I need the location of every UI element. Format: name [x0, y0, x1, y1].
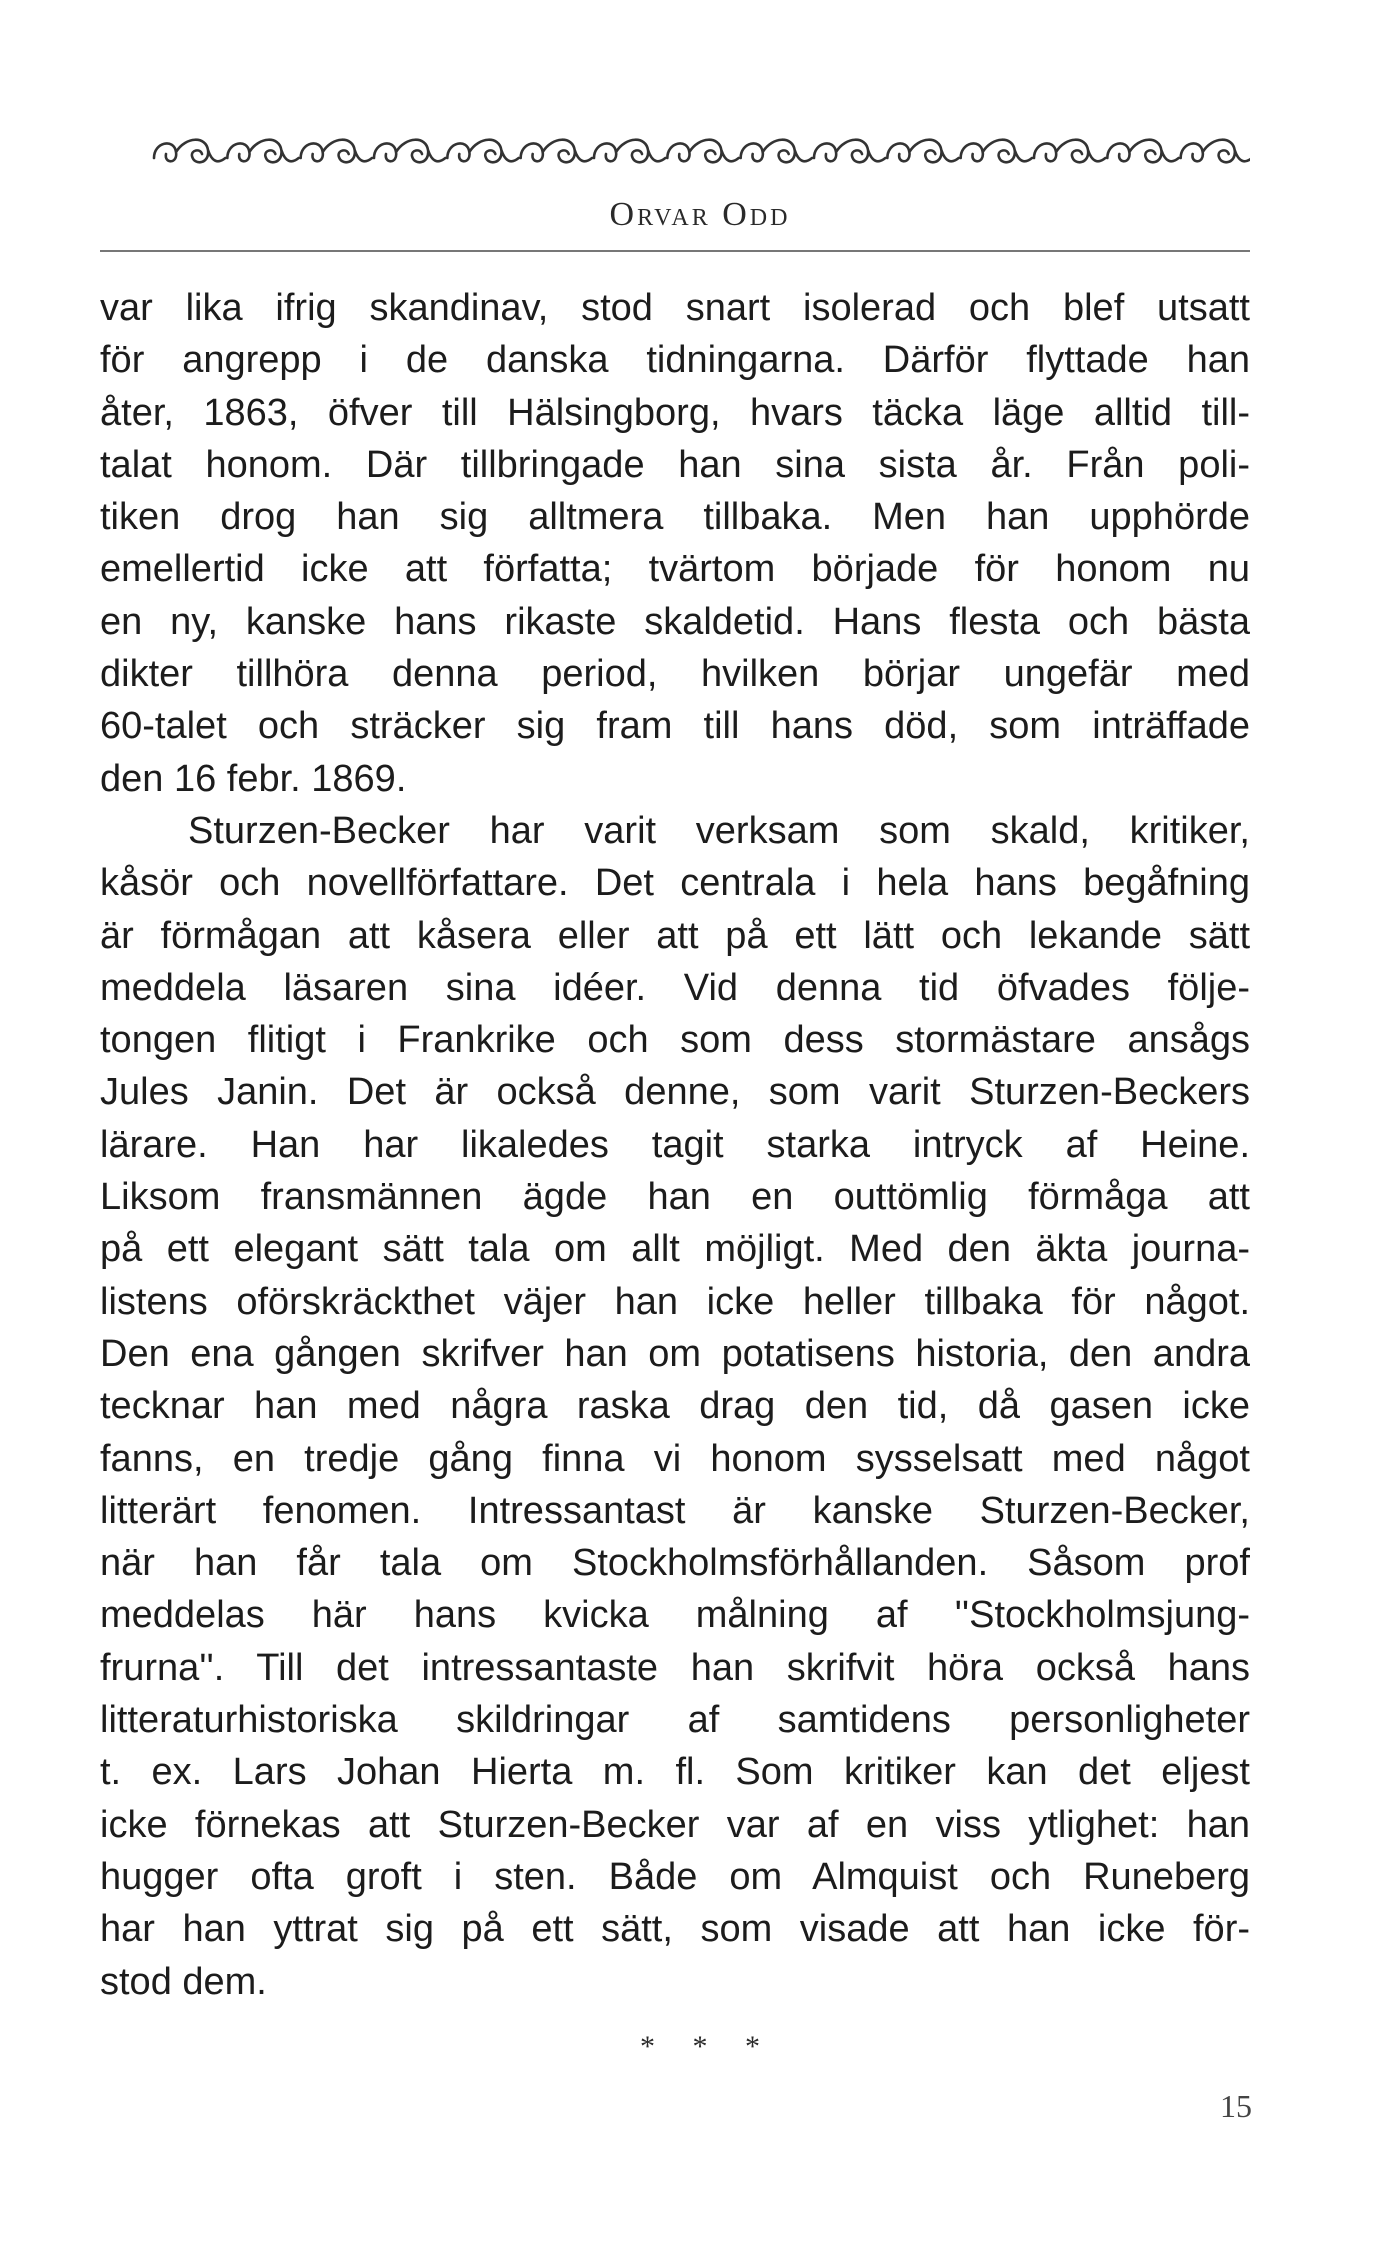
text-line: 60-talet och sträcker sig fram till hans död, som inträffade	[100, 705, 1250, 748]
body-text	[100, 282, 1250, 2008]
text-line: är förmågan att kåsera eller att på ett lätt och lekande sätt	[100, 914, 1250, 957]
text-line: tiken drog han sig alltmera tillbaka. Men han upphörde	[100, 496, 1250, 539]
paragraph-start-line: Sturzen-Becker har varit verksam som skald, kritiker,	[188, 809, 1250, 852]
text-line: har han yttrat sig på ett sätt, som visade att han icke för-	[100, 1908, 1250, 1951]
text-line: icke förnekas att Sturzen-Becker var af en viss ytlighet: han	[100, 1803, 1250, 1846]
ornament-scroll	[301, 140, 372, 163]
text-line: när han får tala om Stockholmsförhållanden. Såsom prof	[100, 1542, 1250, 1585]
ornament-scroll	[887, 140, 958, 163]
ornament-scroll	[374, 140, 445, 163]
text-line: Jules Janin. Det är också denne, som varit Sturzen-Beckers	[100, 1071, 1250, 1114]
text-line: kåsör och novellförfattare. Det centrala i hela hans begåfning	[100, 862, 1250, 905]
ornament-scroll	[447, 140, 518, 163]
text-line: meddela läsaren sina idéer. Vid denna tid öfvades följe-	[100, 966, 1250, 1009]
text-line: stod dem.	[100, 1960, 267, 2003]
text-line: emellertid icke att författa; tvärtom började för honom nu	[100, 548, 1250, 591]
text-line: frurna''. Till det intressantaste han skrifvit höra också hans	[100, 1646, 1250, 1689]
ornament-scroll	[1181, 140, 1250, 163]
text-line: lärare. Han har likaledes tagit starka intryck af Heine.	[100, 1123, 1250, 1166]
text-line: den 16 febr. 1869.	[100, 757, 407, 800]
ornament-scroll	[1034, 140, 1105, 163]
text-line: litterärt fenomen. Intressantast är kanske Sturzen-Becker,	[100, 1489, 1250, 1532]
text-line: Den ena gången skrifver han om potatisens historia, den andra	[100, 1332, 1250, 1375]
text-line: dikter tillhöra denna period, hvilken börjar ungefär med	[100, 653, 1250, 696]
text-line: för angrepp i de danska tidningarna. Därför flyttade han	[100, 339, 1250, 382]
text-line: litteraturhistoriska skildringar af samtidens personligheter	[100, 1699, 1250, 1742]
text-line: fanns, en tredje gång finna vi honom sysselsatt med något	[100, 1437, 1250, 1480]
ornament-scroll	[154, 140, 225, 163]
text-line: listens oförskräckthet väjer han icke heller tillbaka för något.	[100, 1280, 1250, 1323]
section-break-asterisks: * * *	[640, 2030, 760, 2063]
ornament-scroll	[667, 140, 738, 163]
ornament-scroll	[521, 140, 592, 163]
ornament-scroll	[741, 140, 812, 163]
text-line: Liksom fransmännen ägde han en outtömlig förmåga att	[100, 1176, 1250, 1219]
text-line: en ny, kanske hans rikaste skaldetid. Hans flesta och bästa	[100, 600, 1250, 643]
text-line: åter, 1863, öfver till Hälsingborg, hvars täcka läge alltid till-	[100, 391, 1250, 434]
text-line: var lika ifrig skandinav, stod snart isolerad och blef utsatt	[100, 287, 1250, 329]
text-line: tongen flitigt i Frankrike och som dess stormästare ansågs	[100, 1019, 1250, 1062]
text-line: hugger ofta groft i sten. Både om Almquist och Runeberg	[100, 1855, 1250, 1898]
page-number: 15	[1220, 2088, 1252, 2124]
running-head: Orvar Odd	[609, 196, 791, 233]
ornament-scroll	[594, 140, 665, 163]
text-line: tecknar han med några raska drag den tid, då gasen icke	[100, 1385, 1250, 1428]
text-line: talat honom. Där tillbringade han sina sista år. Från poli-	[100, 443, 1250, 486]
text-line: meddelas här hans kvicka målning af ''Stockholmsjung-	[100, 1594, 1250, 1637]
text-line: på ett elegant sätt tala om allt möjligt. Med den äkta journa-	[100, 1228, 1250, 1271]
decorative-border-ornament	[150, 128, 1250, 176]
text-line: t. ex. Lars Johan Hierta m. fl. Som kritiker kan det eljest	[100, 1751, 1250, 1794]
ornament-scroll	[227, 140, 298, 163]
header-rule	[100, 250, 1250, 252]
ornament-scroll	[814, 140, 885, 163]
ornament-scroll	[1107, 140, 1178, 163]
ornament-scroll	[961, 140, 1032, 163]
